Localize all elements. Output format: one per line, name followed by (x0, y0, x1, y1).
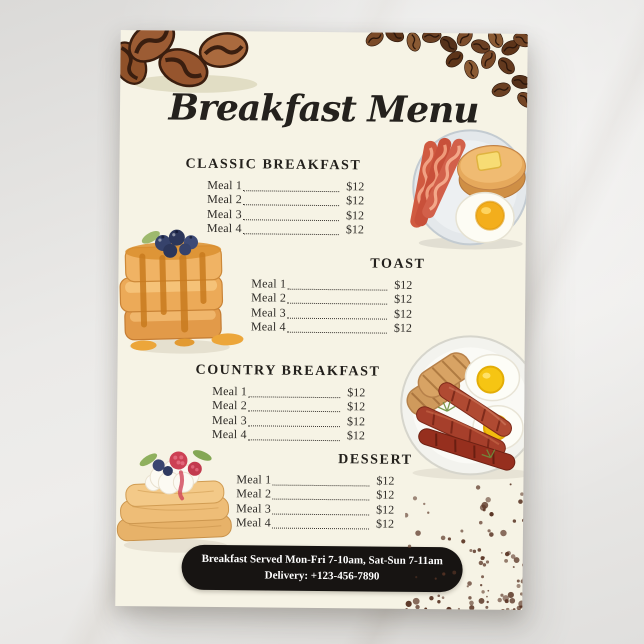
dot-leader (287, 302, 387, 305)
dot-leader (243, 189, 339, 192)
item-price: $12 (394, 306, 413, 321)
dot-leader (243, 232, 339, 235)
item-label: Meal 1 (207, 177, 243, 192)
item-label: Meal 2 (212, 397, 248, 413)
dot-leader (243, 218, 339, 221)
dot-leader (272, 498, 369, 501)
item-label: Meal 4 (211, 426, 247, 442)
item-price: $12 (347, 384, 366, 399)
item-price: $12 (346, 413, 366, 428)
item-price: $12 (375, 516, 395, 531)
item-label: Meal 4 (250, 319, 286, 334)
item-label: Meal 3 (211, 412, 247, 427)
item-label: Meal 4 (235, 515, 271, 530)
sausage-eggs-plate-icon (394, 331, 527, 482)
dot-leader (287, 331, 387, 334)
menu-card (115, 30, 528, 610)
footer-delivery-text: Delivery: +123-456-7890 (264, 569, 380, 583)
dot-leader (272, 512, 369, 515)
menu-item-row (236, 516, 394, 532)
dot-leader (287, 287, 387, 290)
dot-leader (248, 409, 340, 412)
item-price: $12 (346, 178, 365, 193)
dot-leader (272, 483, 369, 486)
section-heading: COUNTRY BREAKFAST (195, 362, 381, 380)
section-heading: TOAST (370, 256, 426, 272)
item-price: $12 (346, 428, 365, 443)
coffee-grounds-dots-icon (404, 482, 525, 610)
menu-title: Breakfast Menu (168, 86, 479, 132)
item-price: $12 (393, 320, 412, 335)
item-price: $12 (376, 487, 395, 502)
menu-item-row (212, 427, 365, 443)
item-price: $12 (376, 502, 395, 517)
dot-leader (243, 203, 339, 206)
item-label: Meal 1 (236, 471, 272, 487)
item-price: $12 (394, 277, 413, 292)
item-label: Meal 2 (236, 486, 272, 501)
dot-leader (248, 438, 340, 441)
crepes-cream-berries-icon (115, 442, 252, 555)
pancakes-bacon-egg-plate-icon (405, 125, 528, 251)
section-toast (244, 255, 426, 336)
item-label: Meal 1 (212, 383, 248, 398)
item-label: Meal 3 (206, 206, 242, 221)
item-label: Meal 3 (236, 500, 272, 516)
item-label: Meal 3 (251, 304, 287, 320)
item-price: $12 (346, 193, 365, 208)
dot-leader (287, 316, 387, 319)
item-price: $12 (347, 399, 366, 414)
section-country-breakfast (195, 363, 384, 444)
item-price: $12 (394, 291, 413, 306)
section-heading: DESSERT (338, 452, 413, 468)
dot-leader (248, 424, 340, 427)
item-label: Meal 1 (251, 275, 287, 291)
item-price: $12 (376, 473, 395, 488)
section-heading: CLASSIC BREAKFAST (185, 156, 362, 174)
item-label: Meal 4 (206, 220, 242, 236)
item-price: $12 (345, 222, 364, 237)
french-toast-blueberries-icon (115, 212, 254, 358)
dot-leader (272, 527, 369, 530)
dot-leader (248, 395, 340, 398)
footer-hours-text: Breakfast Served Mon-Fri 7-10am, Sat-Sun 7-11am (201, 552, 443, 568)
item-price: $12 (345, 207, 365, 222)
item-label: Meal 2 (207, 191, 243, 207)
item-label: Meal 2 (251, 290, 287, 305)
menu-item-row (251, 320, 412, 336)
section-dessert (232, 451, 413, 532)
